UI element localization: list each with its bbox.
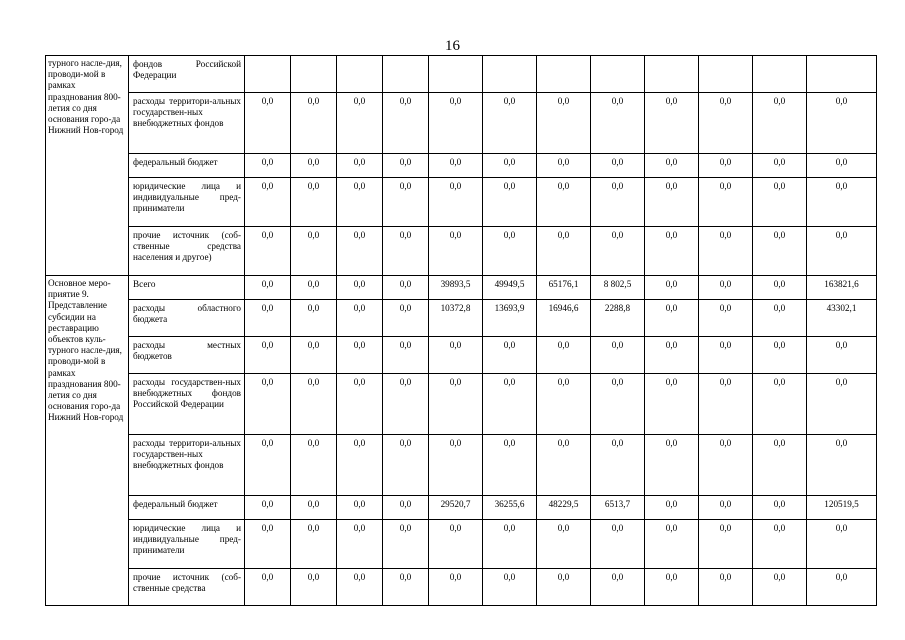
value-cell: 0,0: [753, 93, 807, 154]
value-cell: 0,0: [699, 276, 753, 300]
value-cell: 0,0: [483, 435, 537, 496]
value-cell: [245, 56, 291, 93]
value-cell: 0,0: [245, 276, 291, 300]
value-cell: 0,0: [699, 93, 753, 154]
value-cell: 0,0: [537, 154, 591, 178]
value-cell: 43302,1: [807, 300, 877, 337]
funding-source-cell: Всего: [129, 276, 245, 300]
event-name-cell: Основное меро-приятие 9. Представление субсидии на реставрацию объектов куль-турного насле-дия, проводи-мой в рамках празднования 800-летия со дня основания горо-да Нижний Нов-город: [46, 276, 129, 606]
value-cell: 0,0: [537, 178, 591, 227]
value-cell: 0,0: [291, 154, 337, 178]
value-cell: 0,0: [245, 496, 291, 520]
table-row: [46, 337, 877, 374]
value-cell: 0,0: [807, 93, 877, 154]
funding-source-cell: расходы областного бюджета: [129, 300, 245, 337]
value-cell: 0,0: [337, 337, 383, 374]
value-cell: 0,0: [245, 93, 291, 154]
value-cell: 0,0: [591, 337, 645, 374]
value-cell: 0,0: [383, 374, 429, 435]
funding-source-cell: прочие источник (соб-ственные средства: [129, 569, 245, 606]
value-cell: 0,0: [337, 435, 383, 496]
value-cell: 0,0: [645, 93, 699, 154]
value-cell: 0,0: [337, 178, 383, 227]
value-cell: 0,0: [645, 374, 699, 435]
value-cell: 0,0: [807, 374, 877, 435]
value-cell: 0,0: [483, 569, 537, 606]
value-cell: 6513,7: [591, 496, 645, 520]
table-row: [46, 276, 877, 300]
table-row: [46, 93, 877, 154]
value-cell: 0,0: [483, 337, 537, 374]
value-cell: 0,0: [753, 374, 807, 435]
value-cell: 0,0: [699, 337, 753, 374]
value-cell: 163821,6: [807, 276, 877, 300]
value-cell: 0,0: [291, 227, 337, 276]
value-cell: 0,0: [807, 227, 877, 276]
value-cell: 0,0: [383, 300, 429, 337]
value-cell: 0,0: [645, 300, 699, 337]
value-cell: 0,0: [645, 276, 699, 300]
value-cell: 0,0: [245, 178, 291, 227]
value-cell: 0,0: [291, 337, 337, 374]
value-cell: 0,0: [645, 496, 699, 520]
value-cell: 0,0: [699, 178, 753, 227]
value-cell: 0,0: [645, 154, 699, 178]
value-cell: 0,0: [383, 178, 429, 227]
value-cell: 0,0: [245, 374, 291, 435]
value-cell: 0,0: [591, 227, 645, 276]
value-cell: 0,0: [807, 178, 877, 227]
value-cell: 0,0: [537, 93, 591, 154]
value-cell: 0,0: [383, 496, 429, 520]
value-cell: 0,0: [429, 93, 483, 154]
value-cell: 0,0: [591, 374, 645, 435]
table-row: [46, 154, 877, 178]
value-cell: 0,0: [537, 520, 591, 569]
value-cell: [753, 56, 807, 93]
value-cell: 0,0: [699, 496, 753, 520]
value-cell: 16946,6: [537, 300, 591, 337]
value-cell: 0,0: [537, 337, 591, 374]
value-cell: 8 802,5: [591, 276, 645, 300]
value-cell: 29520,7: [429, 496, 483, 520]
value-cell: 0,0: [807, 337, 877, 374]
value-cell: 0,0: [337, 300, 383, 337]
value-cell: 39893,5: [429, 276, 483, 300]
funding-source-cell: фондов Российской Федерации: [129, 56, 245, 93]
value-cell: 0,0: [291, 93, 337, 154]
value-cell: 0,0: [483, 374, 537, 435]
value-cell: 0,0: [537, 374, 591, 435]
value-cell: [337, 56, 383, 93]
value-cell: 0,0: [753, 178, 807, 227]
value-cell: 0,0: [699, 520, 753, 569]
value-cell: 0,0: [291, 435, 337, 496]
value-cell: [429, 56, 483, 93]
value-cell: 36255,6: [483, 496, 537, 520]
value-cell: 0,0: [337, 569, 383, 606]
value-cell: 0,0: [383, 154, 429, 178]
value-cell: 0,0: [753, 337, 807, 374]
value-cell: 0,0: [429, 374, 483, 435]
value-cell: [591, 56, 645, 93]
value-cell: 0,0: [245, 227, 291, 276]
value-cell: 2288,8: [591, 300, 645, 337]
table-row: [46, 374, 877, 435]
value-cell: 0,0: [383, 227, 429, 276]
value-cell: 0,0: [337, 276, 383, 300]
value-cell: [699, 56, 753, 93]
value-cell: 0,0: [753, 496, 807, 520]
value-cell: 0,0: [337, 93, 383, 154]
value-cell: 0,0: [753, 227, 807, 276]
value-cell: 0,0: [807, 154, 877, 178]
value-cell: 0,0: [337, 374, 383, 435]
value-cell: 0,0: [383, 276, 429, 300]
value-cell: 0,0: [291, 374, 337, 435]
table-body: [46, 56, 877, 606]
value-cell: 0,0: [645, 178, 699, 227]
value-cell: 0,0: [753, 569, 807, 606]
funding-source-cell: расходы государствен-ных внебюджетных фондов Российской Федерации: [129, 374, 245, 435]
value-cell: [383, 56, 429, 93]
value-cell: 0,0: [245, 337, 291, 374]
funding-source-cell: юридические лица и индивидуальные пред-приниматели: [129, 520, 245, 569]
table-row: [46, 569, 877, 606]
value-cell: 0,0: [807, 520, 877, 569]
value-cell: 0,0: [337, 496, 383, 520]
value-cell: 0,0: [383, 569, 429, 606]
funding-source-cell: расходы территори-альных государствен-ных внебюджетных фондов: [129, 435, 245, 496]
value-cell: 0,0: [645, 227, 699, 276]
table-row: [46, 520, 877, 569]
value-cell: 120519,5: [807, 496, 877, 520]
value-cell: 0,0: [537, 435, 591, 496]
table-row: [46, 496, 877, 520]
table-row: [46, 227, 877, 276]
value-cell: 0,0: [429, 178, 483, 227]
value-cell: 0,0: [245, 154, 291, 178]
value-cell: 0,0: [483, 520, 537, 569]
funding-source-cell: федеральный бюджет: [129, 154, 245, 178]
event-name-cell: турного насле-дия, проводи-мой в рамках празднования 800-летия со дня основания горо-да Нижний Нов-город: [46, 56, 129, 276]
value-cell: [483, 56, 537, 93]
value-cell: 0,0: [645, 520, 699, 569]
value-cell: 0,0: [383, 520, 429, 569]
value-cell: 0,0: [699, 569, 753, 606]
value-cell: 0,0: [699, 435, 753, 496]
value-cell: 0,0: [291, 178, 337, 227]
page-number: 16: [445, 38, 460, 54]
value-cell: 0,0: [483, 93, 537, 154]
value-cell: 0,0: [807, 435, 877, 496]
value-cell: 0,0: [383, 93, 429, 154]
value-cell: 0,0: [337, 227, 383, 276]
value-cell: [807, 56, 877, 93]
value-cell: 0,0: [245, 300, 291, 337]
value-cell: 0,0: [429, 435, 483, 496]
funding-source-cell: юридические лица и индивидуальные пред-приниматели: [129, 178, 245, 227]
value-cell: 0,0: [291, 496, 337, 520]
value-cell: [645, 56, 699, 93]
value-cell: 0,0: [291, 520, 337, 569]
value-cell: 65176,1: [537, 276, 591, 300]
value-cell: 0,0: [483, 227, 537, 276]
value-cell: [537, 56, 591, 93]
table-row: [46, 56, 877, 93]
value-cell: 0,0: [645, 435, 699, 496]
value-cell: 0,0: [699, 227, 753, 276]
value-cell: 0,0: [245, 569, 291, 606]
value-cell: 0,0: [429, 569, 483, 606]
value-cell: 0,0: [245, 435, 291, 496]
value-cell: 10372,8: [429, 300, 483, 337]
value-cell: 0,0: [753, 276, 807, 300]
value-cell: [291, 56, 337, 93]
value-cell: 0,0: [337, 154, 383, 178]
table-row: [46, 435, 877, 496]
value-cell: 0,0: [591, 154, 645, 178]
value-cell: 0,0: [699, 300, 753, 337]
funding-source-cell: расходы местных бюджетов: [129, 337, 245, 374]
value-cell: 0,0: [483, 178, 537, 227]
value-cell: 0,0: [245, 520, 291, 569]
value-cell: 49949,5: [483, 276, 537, 300]
value-cell: 48229,5: [537, 496, 591, 520]
funding-source-cell: прочие источник (соб-ственные средства населения и другое): [129, 227, 245, 276]
value-cell: 0,0: [753, 435, 807, 496]
value-cell: 0,0: [429, 227, 483, 276]
value-cell: 0,0: [699, 154, 753, 178]
value-cell: 0,0: [537, 569, 591, 606]
value-cell: 0,0: [429, 520, 483, 569]
value-cell: 0,0: [429, 154, 483, 178]
value-cell: 0,0: [291, 569, 337, 606]
value-cell: 0,0: [383, 435, 429, 496]
value-cell: 13693,9: [483, 300, 537, 337]
value-cell: 0,0: [591, 435, 645, 496]
value-cell: 0,0: [337, 520, 383, 569]
table-row: [46, 178, 877, 227]
funding-source-cell: расходы территори-альных государствен-ных внебюджетных фондов: [129, 93, 245, 154]
value-cell: 0,0: [753, 154, 807, 178]
funding-table: [45, 55, 877, 606]
value-cell: 0,0: [753, 300, 807, 337]
value-cell: 0,0: [645, 337, 699, 374]
value-cell: 0,0: [591, 569, 645, 606]
value-cell: 0,0: [429, 337, 483, 374]
value-cell: 0,0: [291, 276, 337, 300]
value-cell: 0,0: [383, 337, 429, 374]
value-cell: 0,0: [537, 227, 591, 276]
value-cell: 0,0: [807, 569, 877, 606]
funding-source-cell: федеральный бюджет: [129, 496, 245, 520]
value-cell: 0,0: [753, 520, 807, 569]
value-cell: 0,0: [699, 374, 753, 435]
table-row: [46, 300, 877, 337]
value-cell: 0,0: [645, 569, 699, 606]
value-cell: 0,0: [591, 178, 645, 227]
value-cell: 0,0: [291, 300, 337, 337]
value-cell: 0,0: [591, 520, 645, 569]
value-cell: 0,0: [483, 154, 537, 178]
value-cell: 0,0: [591, 93, 645, 154]
